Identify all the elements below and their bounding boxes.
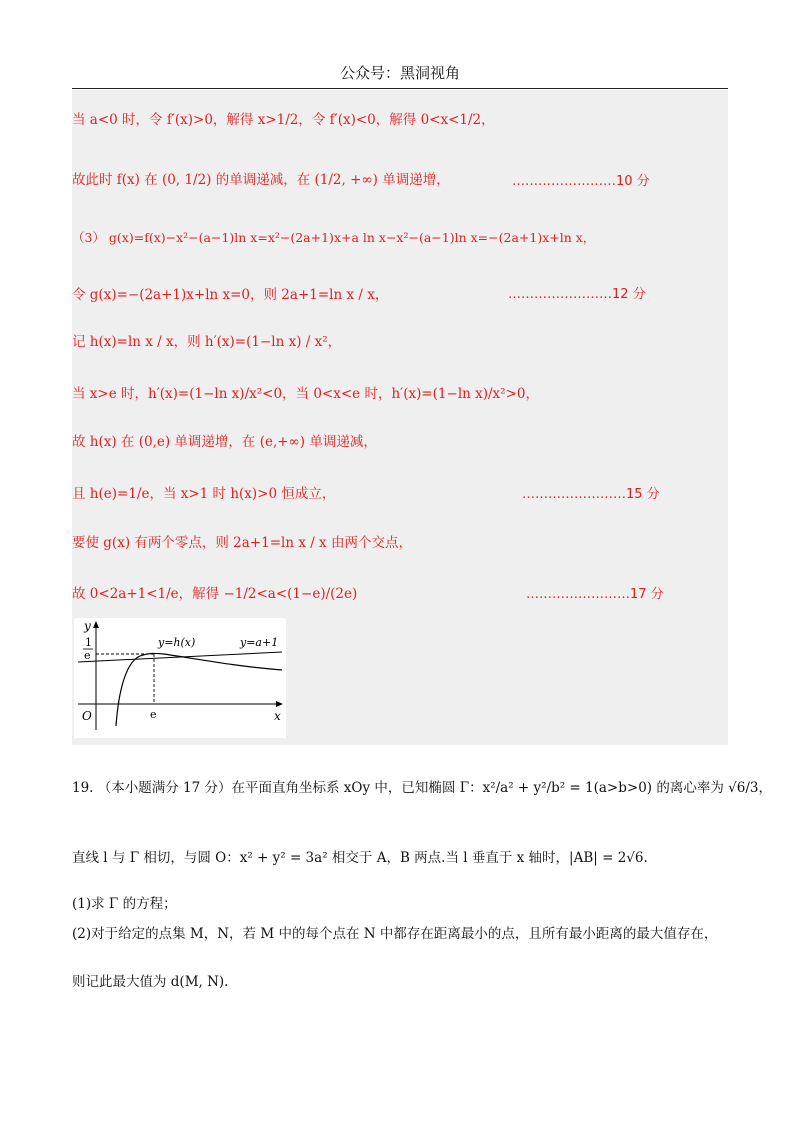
problem-line-4: (2)对于给定的点集 M，N，若 M 中的每个点在 N 中都存在距离最小的点，且所有最小距离的最大值存在， xyxy=(72,926,718,942)
solution-block xyxy=(72,90,728,745)
x-axis-arrow xyxy=(276,701,283,707)
line-a-plus-1 xyxy=(78,652,282,662)
y-tick-numerator: 1 xyxy=(85,636,92,649)
x-axis-label: x xyxy=(274,709,281,723)
score-10: ……………………10 分 xyxy=(512,174,650,189)
solution-line-3: （3） g(x)=f(x)−x²−(a−1)ln x=x²−(2a+1)x+a ln x−x²−(a−1)ln x=−(2a+1)x+ln x， xyxy=(72,230,596,245)
solution-line-9: 要使 g(x) 有两个零点，则 2a+1=ln x / x 由两个交点， xyxy=(72,535,412,551)
x-tick-e: e xyxy=(150,708,157,721)
curve-label: y=h(x) xyxy=(158,636,196,649)
page-header xyxy=(72,60,728,89)
function-graph xyxy=(74,618,286,738)
problem-line-1: 19. （本小题满分 17 分）在平面直角坐标系 xOy 中，已知椭圆 Γ：x²/a² + y²/b² = 1(a>b>0) 的离心率为 √6/3， xyxy=(72,780,772,796)
solution-line-7: 故 h(x) 在 (0,e) 单调递增，在 (e,+∞) 单调递减， xyxy=(72,434,377,450)
solution-line-2: 故此时 f(x) 在 (0, 1/2) 的单调递减，在 (1/2, +∞) 单调递增， xyxy=(72,172,450,188)
solution-line-1: 当 a<0 时，令 f′(x)>0，解得 x>1/2，令 f′(x)<0，解得 0<x<1/2， xyxy=(72,112,495,128)
solution-line-8: 且 h(e)=1/e，当 x>1 时 h(x)>0 恒成立， xyxy=(72,486,336,502)
solution-line-4: 令 g(x)=−(2a+1)x+ln x=0，则 2a+1=ln x / x， xyxy=(72,287,389,303)
score-12: ……………………12 分 xyxy=(508,287,646,302)
origin-label: O xyxy=(82,709,92,723)
score-17: ……………………17 分 xyxy=(526,587,664,602)
solution-line-10: 故 0<2a+1<1/e，解得 −1/2<a<(1−e)/(2e) xyxy=(72,586,358,602)
problem-line-3: (1)求 Γ 的方程； xyxy=(72,896,177,912)
line-label: y=a+1 xyxy=(240,636,279,649)
header-title: 公众号：黑洞视角 xyxy=(339,64,460,82)
curve-h xyxy=(116,653,282,726)
solution-line-6: 当 x>e 时，h′(x)=(1−ln x)/x²<0，当 0<x<e 时，h′(x)=(1−ln x)/x²>0， xyxy=(72,386,539,402)
y-axis-label: y xyxy=(84,619,91,633)
graph-svg xyxy=(74,618,286,738)
problem-line-5: 则记此最大值为 d(M, N). xyxy=(72,974,229,990)
solution-line-5: 记 h(x)=ln x / x，则 h′(x)=(1−ln x) / x²， xyxy=(72,334,342,350)
y-tick-denominator: e xyxy=(84,649,91,662)
score-15: ……………………15 分 xyxy=(522,487,660,502)
problem-line-2: 直线 l 与 Γ 相切，与圆 O：x² + y² = 3a² 相交于 A，B 两点.当 l 垂直于 x 轴时，|AB| = 2√6. xyxy=(72,850,648,866)
y-axis-arrow xyxy=(93,621,99,628)
